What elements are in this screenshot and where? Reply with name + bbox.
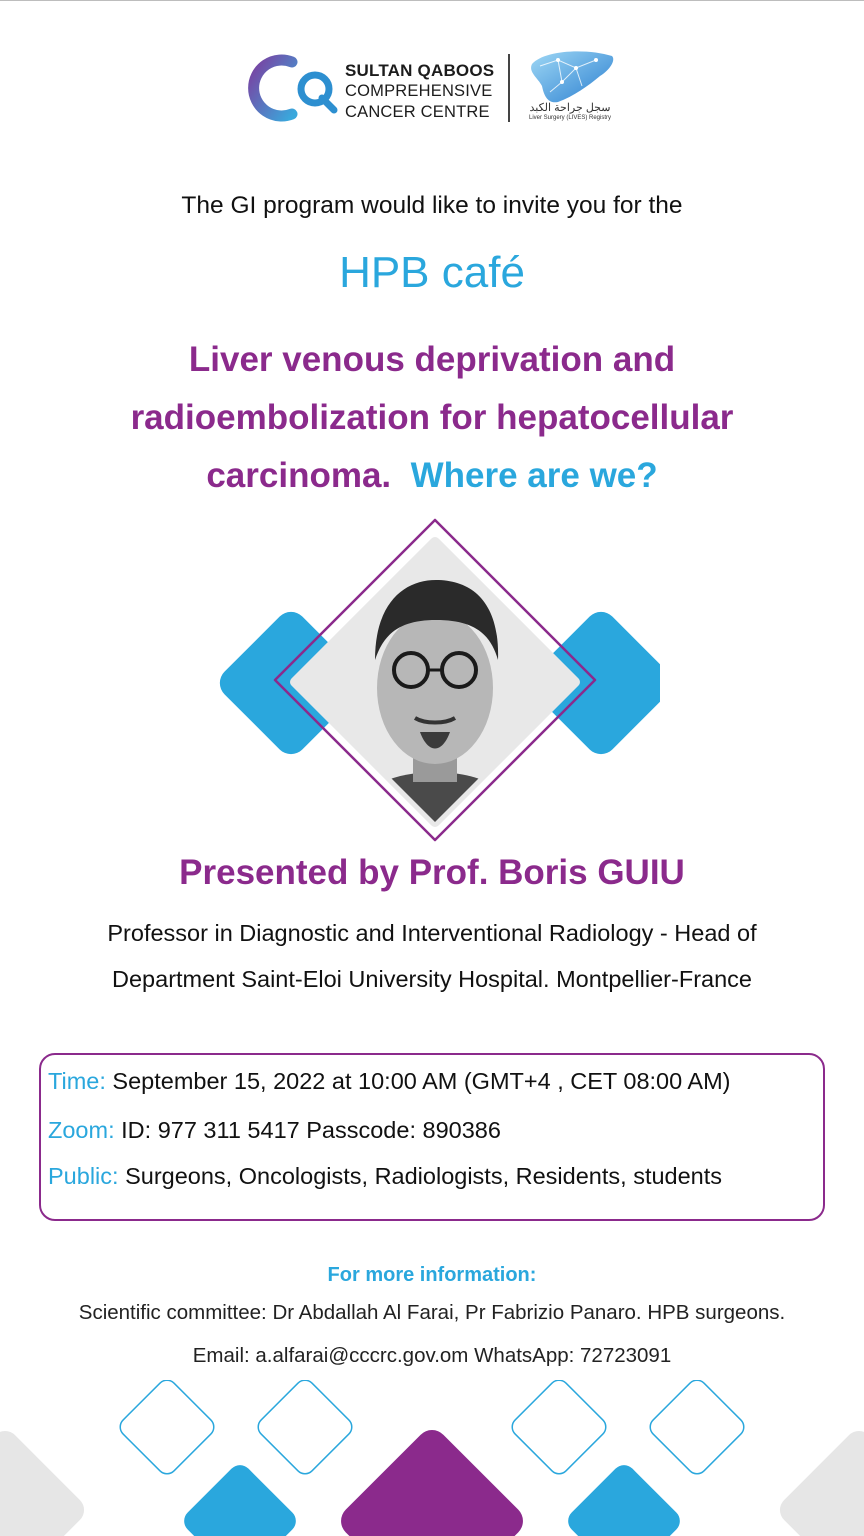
time-row xyxy=(48,1068,731,1095)
footer-blue-diamond-left xyxy=(179,1460,301,1536)
liver-registry-logo-icon xyxy=(526,46,618,108)
footer-grey-diamond-left xyxy=(0,1425,90,1536)
talk-title-line1: Liver venous deprivation and xyxy=(188,340,676,379)
org-name-line3: CANCER CENTRE xyxy=(345,103,490,121)
talk-title-line2: radioembolization for hepatocellular xyxy=(130,398,734,437)
public-label: Public: xyxy=(48,1163,119,1189)
footer-outline-diamond-2 xyxy=(254,1380,356,1478)
org-name xyxy=(345,60,494,123)
talk-title-line3 xyxy=(0,456,864,496)
decorative-footer xyxy=(0,1380,864,1536)
footer-outline-diamond-4 xyxy=(646,1380,748,1478)
event-name: HPB café xyxy=(339,248,525,297)
presenter-bio-line2: Department Saint-Eloi University Hospital. Montpellier-France xyxy=(112,966,752,992)
scientific-committee: Scientific committee: Dr Abdallah Al Farai, Pr Fabrizio Panaro. HPB surgeons. xyxy=(78,1301,786,1324)
public-row xyxy=(48,1163,722,1190)
registry-arabic-name: سجل جراحة الكبد xyxy=(529,102,611,114)
presenter-name: Presented by Prof. Boris GUIU xyxy=(179,853,685,892)
footer-purple-diamond xyxy=(334,1423,529,1536)
invite-line: The GI program would like to invite you for the xyxy=(181,192,683,219)
footer-outline-diamond-3 xyxy=(508,1380,610,1478)
registry-english-name: Liver Surgery (LIVES) Registry xyxy=(528,115,612,121)
sqccc-logo-icon xyxy=(248,52,338,124)
presenter-portrait-graphic xyxy=(210,510,660,850)
talk-title-line3-text: carcinoma. xyxy=(206,456,392,495)
zoom-value: ID: 977 311 5417 Passcode: 890386 xyxy=(121,1117,501,1143)
footer-outline-diamond-1 xyxy=(116,1380,218,1478)
org-name-line2: COMPREHENSIVE xyxy=(345,82,493,100)
top-rule xyxy=(0,0,864,1)
time-value: September 15, 2022 at 10:00 AM (GMT+4 , CET 08:00 AM) xyxy=(112,1068,731,1094)
footer-blue-diamond-right xyxy=(563,1460,685,1536)
contact-line: Email: a.alfarai@cccrc.gov.om WhatsApp: 72723091 xyxy=(192,1344,672,1367)
org-name-line1: SULTAN QABOOS xyxy=(345,61,495,80)
zoom-row xyxy=(48,1117,501,1144)
footer-grey-diamond-right xyxy=(774,1425,864,1536)
talk-title-question: Where are we? xyxy=(410,456,658,495)
public-value: Surgeons, Oncologists, Radiologists, Residents, students xyxy=(125,1163,723,1189)
zoom-label: Zoom: xyxy=(48,1117,115,1143)
more-info-heading: For more information: xyxy=(327,1264,537,1286)
time-label: Time: xyxy=(48,1068,106,1094)
presenter-bio-line1: Professor in Diagnostic and Interventional Radiology - Head of xyxy=(107,920,757,946)
logo-divider xyxy=(508,54,510,122)
